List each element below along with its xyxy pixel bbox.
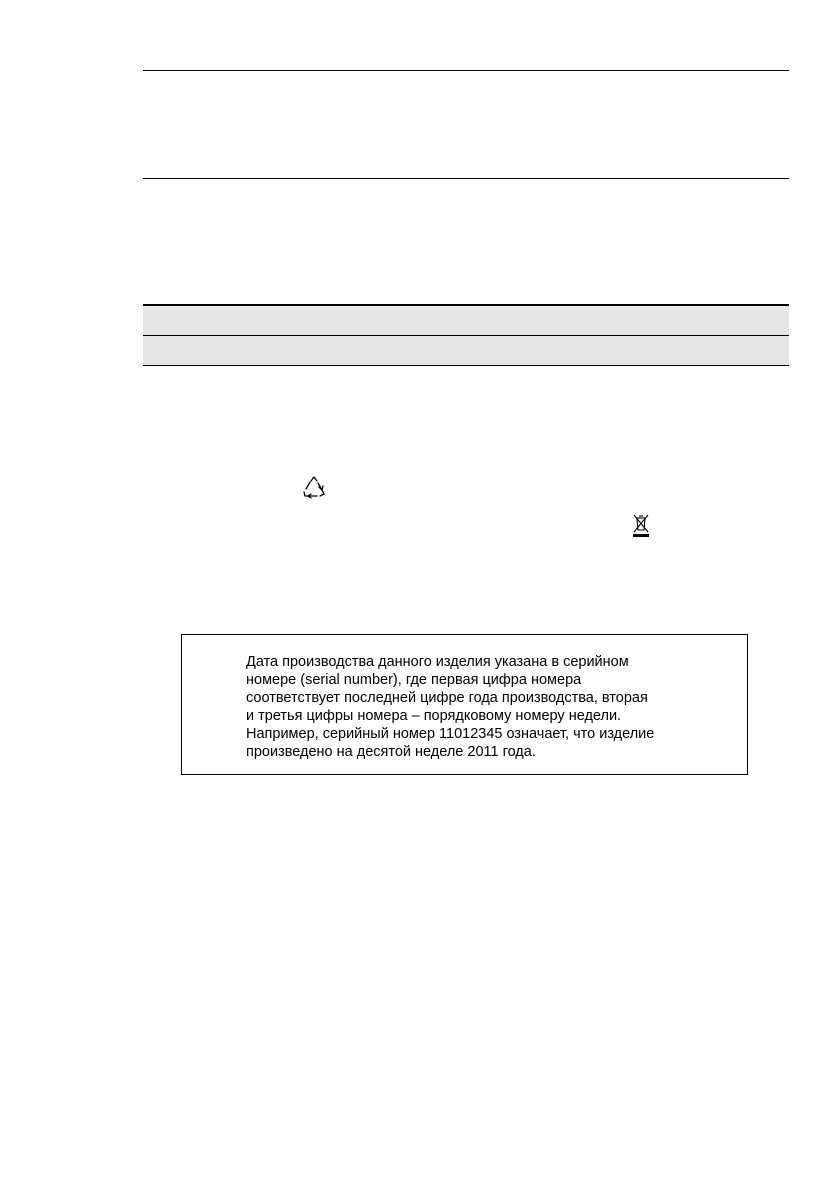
top-rule xyxy=(143,70,789,71)
manufacture-date-note xyxy=(181,634,748,775)
table-row xyxy=(143,306,789,335)
recycle-icon xyxy=(301,475,327,501)
section-rule xyxy=(143,178,789,179)
spec-table xyxy=(143,304,789,366)
table-row xyxy=(143,335,789,365)
note-text: Дата производства данного изделия указана в серийном номере (serial number), где первая цифра номера соответствует последней цифре года производства, вторая и третья цифры номера – порядковому номеру недели. Например, серийный номер 11012345 означает, что изделие произведено на десятой неделе 2011 года. xyxy=(246,654,655,760)
crossed-bin-icon xyxy=(631,513,651,539)
